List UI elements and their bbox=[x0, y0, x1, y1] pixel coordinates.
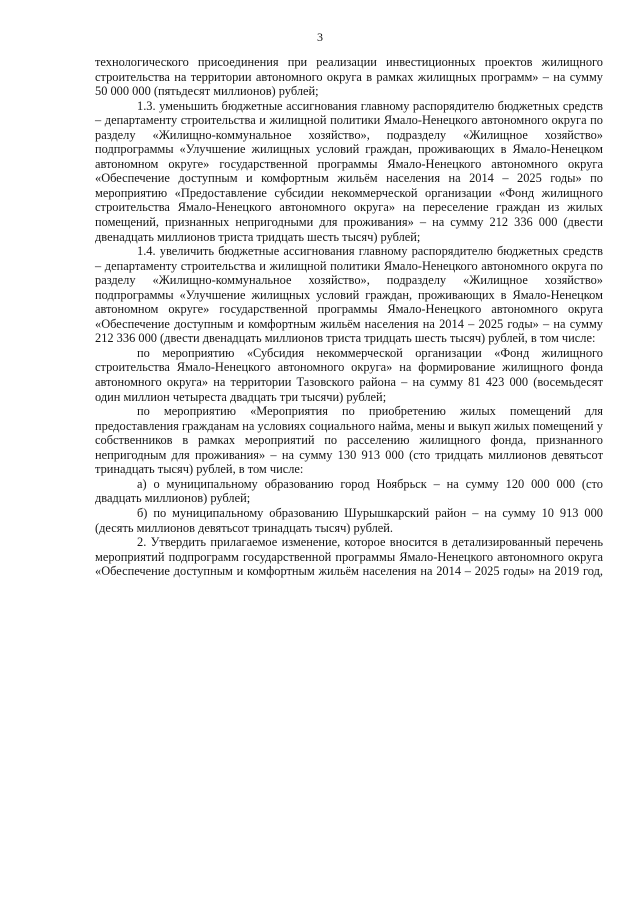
document-body bbox=[95, 55, 603, 579]
paragraph-2-approve: 2. Утвердить прилагаемое изменение, которое вносится в детализированный перечень мероприятий подпрограмм государственной программы Ямало-Ненецкого автономного округа «Обеспечение доступным и комфортным жильём населения на 2014 – 2025 годы» на 2019 год, bbox=[95, 535, 603, 579]
paragraph-item-b-shuryshkarsky: б) по муниципальному образованию Шурышкарский район – на сумму 10 913 000 (десять миллионов девятьсот тринадцать тысяч) рублей. bbox=[95, 505, 603, 535]
paragraph-continuation: технологического присоединения при реализации инвестиционных проектов жилищного строительства на территории автономного округа в рамках жилищных программ» – на сумму 50 000 000 (пятьдесят миллионов) рублей; bbox=[95, 55, 603, 99]
page-number: 3 bbox=[317, 30, 323, 44]
paragraph-tazovsky-measure: по мероприятию «Субсидия некоммерческой организации «Фонд жилищного строительства Ямало-Ненецкого автономного округа» на формирование жилищного фонда автономного округа» на территории Тазовского района – на сумму 81 423 000 (восемьдесят один миллион четыреста двадцать три тысячи) рублей; bbox=[95, 345, 603, 404]
paragraph-item-a-noyabrsk: а) о муниципальному образованию город Ноябрьск – на сумму 120 000 000 (сто двадцать миллионов) рублей; bbox=[95, 476, 603, 506]
paragraph-1-4: 1.4. увеличить бюджетные ассигнования главному распорядителю бюджетных средств – департаменту строительства и жилищной политики Ямало-Ненецкого автономного округа по разделу «Жилищно-коммунальное хозяйство», подразделу «Жилищное хозяйство» подпрограммы «Улучшение жилищных условий граждан, проживающих в Ямало-Ненецком автономном округе» государственной программы Ямало-Ненецкого автономного округа «Обеспечение доступным и комфортным жильём населения на 2014 – 2025 годы» – на сумму 212 336 000 (двести двенадцать миллионов триста тридцать шесть тысяч) рублей, в том числе: bbox=[95, 244, 603, 346]
paragraph-1-3: 1.3. уменьшить бюджетные ассигнования главному распорядителю бюджетных средств – департаменту строительства и жилищной политики Ямало-Ненецкого автономного округа по разделу «Жилищно-коммунальное хозяйство», подразделу «Жилищное хозяйство» подпрограммы «Улучшение жилищных условий граждан, проживающих в Ямало-Ненецком автономном округе» государственной программы Ямало-Ненецкого автономного округа «Обеспечение доступным и комфортным жильём населения на 2014 – 2025 годы» по мероприятию «Предоставление субсидии некоммерческой организации «Фонд жилищного строительства Ямало-Ненецкого автономного округа» на переселение граждан из жилых помещений, признанных непригодными для проживания» – на сумму 212 336 000 (двести двенадцать миллионов триста тридцать шесть тысяч) рублей; bbox=[95, 98, 603, 244]
paragraph-housing-purchase-measure: по мероприятию «Мероприятия по приобретению жилых помещений для предоставления гражданам на условиях социального найма, мены и выкуп жилых помещений у собственников в рамках мероприятий по расселению жилищного фонда, признанного непригодным для проживания» – на сумму 130 913 000 (сто тридцать миллионов девятьсот тринадцать тысяч) рублей, в том числе: bbox=[95, 404, 603, 477]
